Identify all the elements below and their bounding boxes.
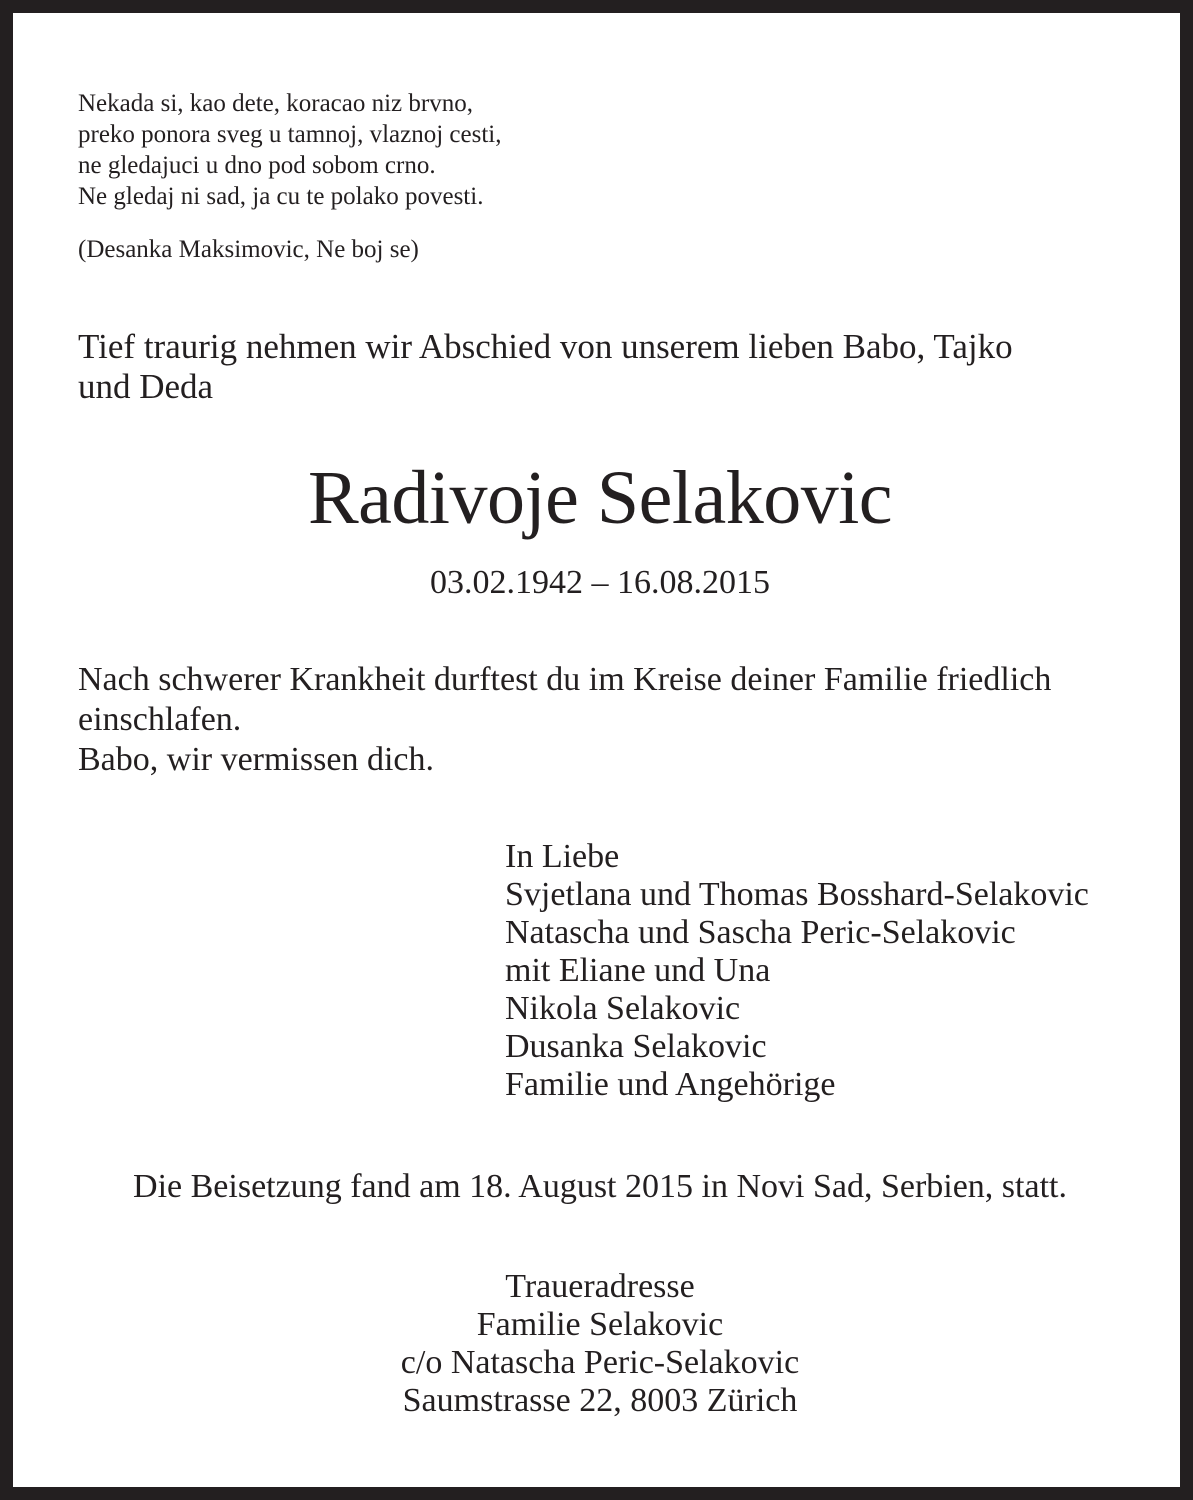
message-line-3: Babo, wir vermissen dich. [78, 741, 434, 778]
mourner-name: Dusanka Selakovic [505, 1028, 767, 1065]
deceased-name: Radivoje Selakovic [307, 456, 893, 540]
mourning-address-line: c/o Natascha Peric-Selakovic [400, 1344, 800, 1381]
poem [78, 88, 1122, 212]
mourning-address-title: Traueradresse [505, 1268, 695, 1305]
message-line-2: einschlafen. [78, 701, 242, 738]
mourner-name: Svjetlana und Thomas Bosshard-Selakovic [505, 876, 1089, 913]
poem-line-3: ne gledajuci u dno pod sobom crno. [78, 152, 436, 179]
obituary-content [13, 13, 1180, 1487]
life-dates: 03.02.1942 – 16.08.2015 [430, 564, 770, 601]
mourning-address-line: Familie Selakovic [476, 1306, 724, 1343]
intro-line-1: Tief traurig nehmen wir Abschied von unserem lieben Babo, Tajko [78, 327, 1013, 366]
mourners-heading: In Liebe [505, 838, 620, 875]
mourning-address-line: Saumstrasse 22, 8003 Zürich [402, 1382, 798, 1419]
poem-line-4: Ne gledaj ni sad, ja cu te polako povesti. [78, 183, 484, 210]
intro-text [78, 327, 1122, 407]
farewell-message [78, 660, 1122, 780]
poem-line-1: Nekada si, kao dete, koracao niz brvno, [78, 90, 473, 117]
mourner-name: Natascha und Sascha Peric-Selakovic [505, 914, 1016, 951]
mourner-name: Familie und Angehörige [505, 1066, 836, 1103]
mourning-address [78, 1268, 1122, 1420]
burial-notice: Die Beisetzung fand am 18. August 2015 in Novi Sad, Serbien, statt. [133, 1168, 1067, 1205]
poem-attribution: (Desanka Maksimovic, Ne boj se) [78, 236, 419, 263]
intro-line-2: und Deda [78, 367, 214, 406]
mourners-list [505, 838, 1122, 1104]
poem-line-2: preko ponora sveg u tamnoj, vlaznoj cesti, [78, 121, 502, 148]
mourner-name: Nikola Selakovic [505, 990, 741, 1027]
message-line-1: Nach schwerer Krankheit durftest du im Kreise deiner Familie friedlich [78, 661, 1052, 698]
mourner-name: mit Eliane und Una [505, 952, 771, 989]
